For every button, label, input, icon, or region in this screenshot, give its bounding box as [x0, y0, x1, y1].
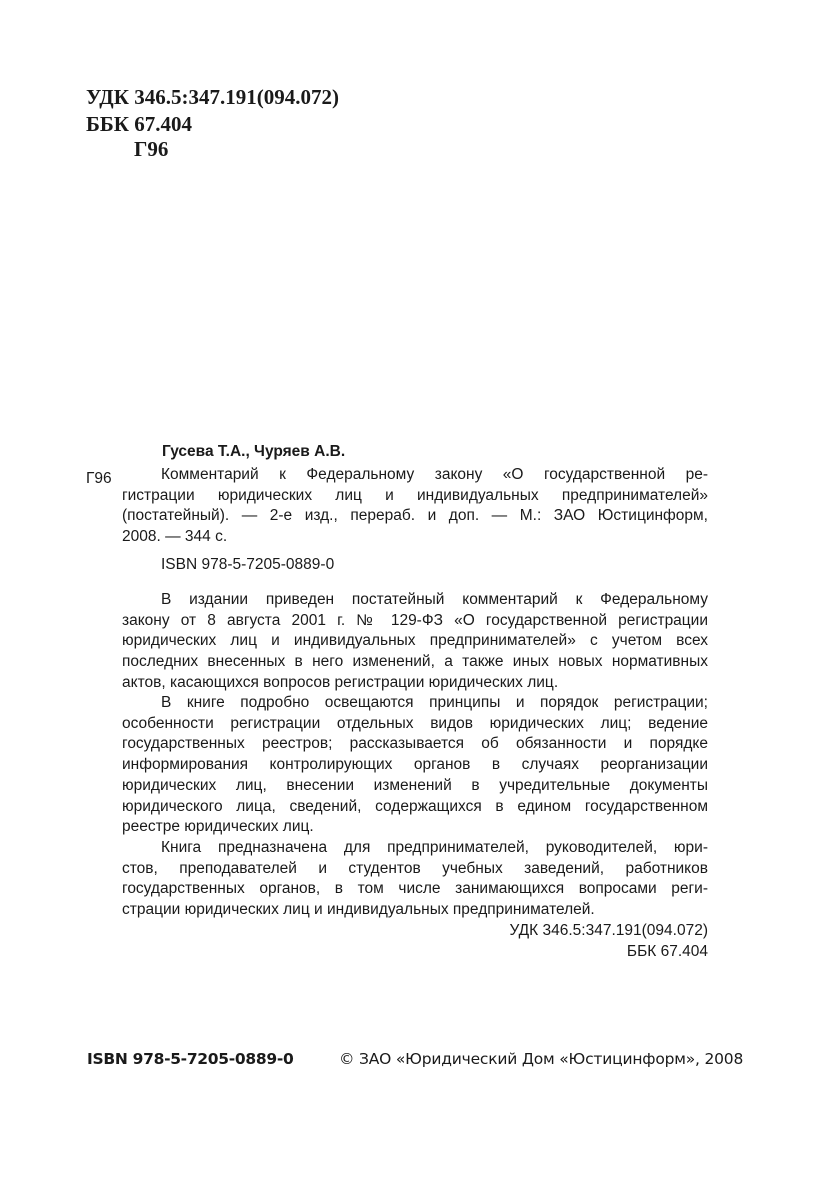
annotation-line: юридических лиц и индивидуальных предпринимателей» с учетом всех: [122, 632, 708, 650]
copyright: © ЗАО «Юридический Дом «Юстицинформ», 2008: [339, 1050, 744, 1068]
annotation-paragraph-1: [122, 590, 708, 694]
annotation-line: последних внесенных в него изменений, а также иных новых нормативных: [122, 653, 708, 671]
annotation-line: закону от 8 августа 2001 г. № 129-ФЗ «О государственной регистрации: [122, 611, 708, 629]
record-line: Комментарий к Федеральному закону «О государственной ре-: [161, 466, 708, 483]
annotation-paragraph-2: [122, 693, 708, 838]
classification-bottom: [510, 920, 708, 962]
annotation-line: актов, касающихся вопросов регистрации юридических лиц.: [122, 673, 559, 691]
annotation-line: стов, преподавателей и студентов учебных заведений, работников: [122, 859, 708, 877]
annotation-line: государственных органов, в том числе занимающихся вопросами реги-: [122, 880, 708, 898]
record-line: 2008. — 344 с.: [122, 528, 228, 546]
annotation-line: В издании приведен постатейный комментарий к Федеральному: [161, 591, 708, 608]
record-line: (постатейный). — 2-е изд., перераб. и доп. — М.: ЗАО Юстицинформ,: [122, 507, 708, 525]
record-line: гистрации юридических лиц и индивидуальных предпринимателей»: [122, 486, 708, 504]
annotation-line: информирования контролирующих органов в случаях реорганизации: [122, 756, 708, 774]
authors: Гусева Т.А., Чуряев А.В.: [162, 443, 346, 460]
bibliography-author-sign: Г96: [86, 470, 112, 487]
annotation-line: юридического лица, сведений, содержащихся в едином государственном: [122, 797, 708, 815]
annotation-paragraph-3: [122, 838, 708, 921]
annotation-line: Книга предназначена для предпринимателей, руководителей, юри-: [161, 839, 708, 856]
annotation-line: особенности регистрации отдельных видов юридических лиц; ведение: [122, 714, 708, 732]
annotation-line: реестре юридических лиц.: [122, 818, 314, 836]
bibliographic-record: [122, 465, 708, 548]
author-sign: Г96: [134, 137, 169, 161]
bbk-code: ББК 67.404: [86, 112, 192, 136]
footer-isbn: ISBN 978-5-7205-0889-0: [87, 1050, 294, 1068]
annotation-line: государственных реестров; рассказывается об обязанности и порядке: [122, 735, 708, 753]
annotation-line: В книге подробно освещаются принципы и порядок регистрации;: [161, 694, 708, 711]
isbn: ISBN 978-5-7205-0889-0: [161, 556, 335, 573]
udk-code-bottom: УДК 346.5:347.191(094.072): [509, 922, 708, 939]
annotation-line: юридических лиц, внесении изменений в учредительные документы: [122, 776, 708, 794]
annotation-line: страции юридических лиц и индивидуальных предпринимателей.: [122, 901, 595, 919]
bbk-code-bottom: ББК 67.404: [626, 943, 708, 960]
udk-code: УДК 346.5:347.191(094.072): [86, 85, 339, 109]
